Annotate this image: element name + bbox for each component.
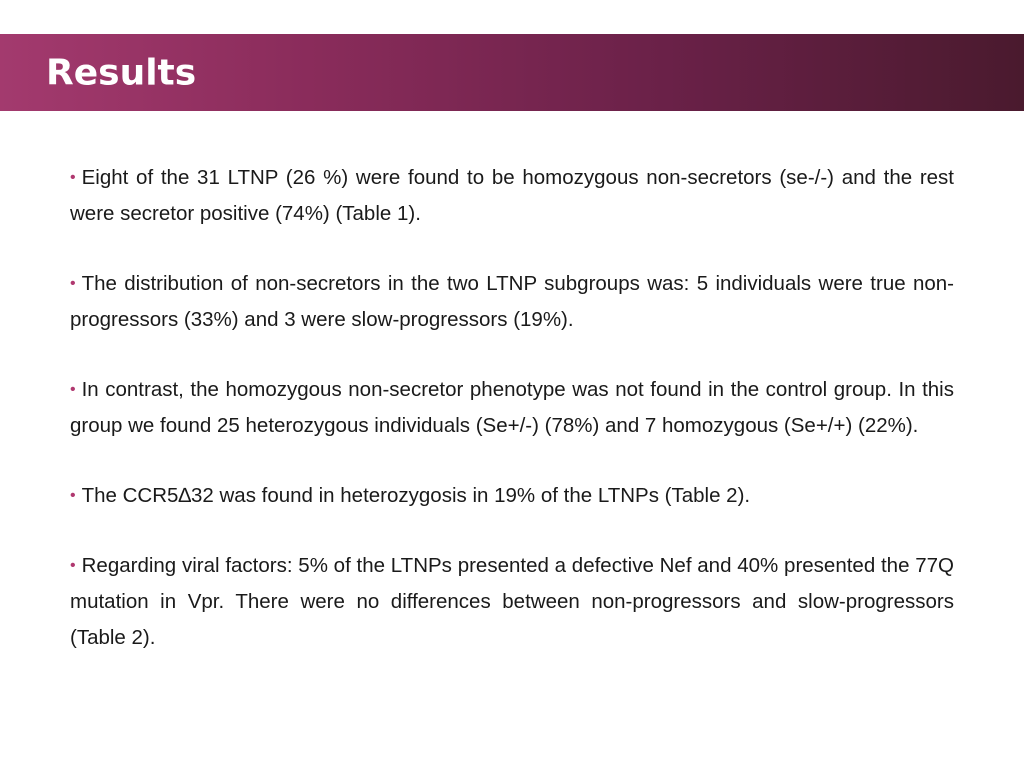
- bullet-item-5: [70, 548, 954, 656]
- bullet-list: [70, 160, 954, 690]
- bullet-item-4: [70, 478, 954, 514]
- bullet-text: Eight of the 31 LTNP (26 %) were found to be homozygous non-secretors (se-/-) and the rest were secretor positive (74%) (Table 1).: [70, 166, 954, 225]
- bullet-dot-icon: •: [70, 169, 76, 186]
- slide-title: Results: [46, 52, 197, 93]
- bullet-text: The CCR5∆32 was found in heterozygosis in 19% of the LTNPs (Table 2).: [81, 484, 751, 507]
- bullet-text: Regarding viral factors: 5% of the LTNPs presented a defective Nef and 40% presented the 77Q mutation in Vpr. There were no differences between non-progressors and slow-progressors (Table 2).: [70, 554, 954, 649]
- bullet-item-2: [70, 266, 954, 338]
- title-bar: [0, 34, 1024, 111]
- bullet-dot-icon: •: [70, 275, 76, 292]
- bullet-item-1: [70, 160, 954, 232]
- bullet-text: In contrast, the homozygous non-secretor phenotype was not found in the control group. In this group we found 25 heterozygous individuals (Se+/-) (78%) and 7 homozygous (Se+/+) (22%).: [70, 378, 954, 437]
- bullet-dot-icon: •: [70, 557, 76, 574]
- bullet-dot-icon: •: [70, 381, 76, 398]
- bullet-text: The distribution of non-secretors in the two LTNP subgroups was: 5 individuals were true non-progressors (33%) and 3 were slow-progressors (19%).: [70, 272, 954, 331]
- bullet-dot-icon: •: [70, 487, 76, 504]
- bullet-item-3: [70, 372, 954, 444]
